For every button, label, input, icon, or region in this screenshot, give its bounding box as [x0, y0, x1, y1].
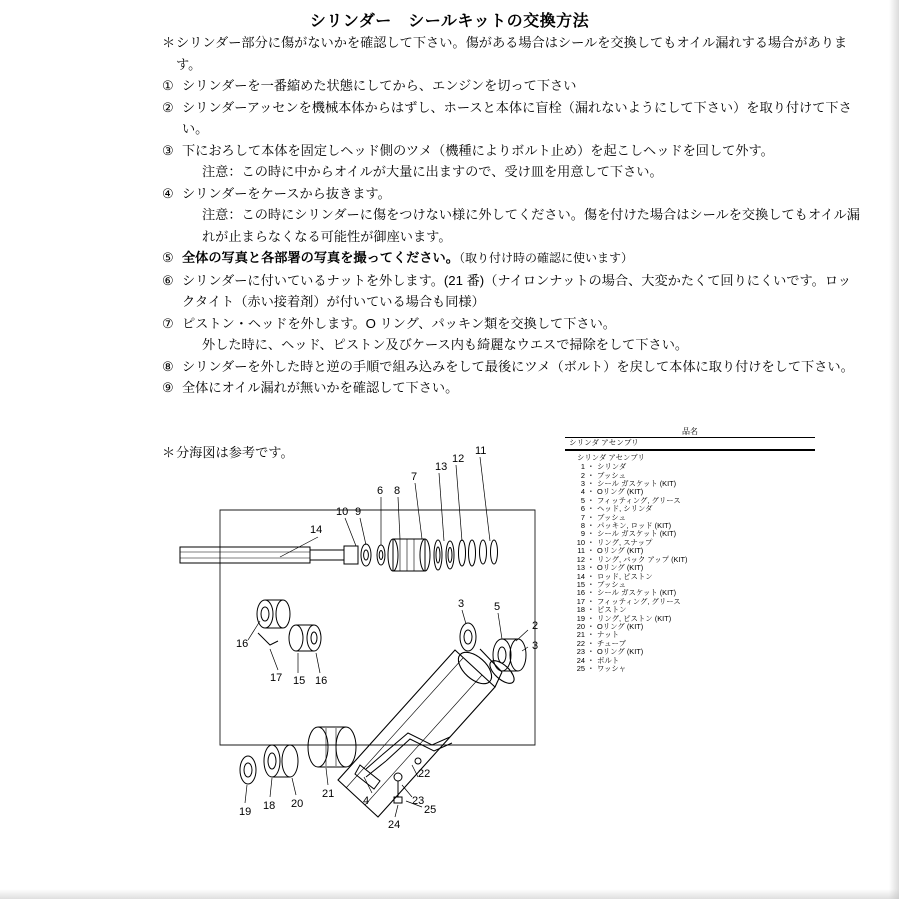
- part-dot: ･: [589, 630, 593, 640]
- parts-row: [565, 665, 815, 673]
- part-name: チューブ: [597, 638, 626, 648]
- parts-group-label: シリンダ アセンブリ: [577, 452, 645, 462]
- part-dot: ･: [589, 647, 593, 657]
- part-dot: ･: [589, 529, 593, 539]
- callout-11: 11: [475, 445, 487, 457]
- callout-5: 5: [494, 601, 501, 613]
- part-name: ブッシュ: [597, 579, 626, 589]
- paragraph-marker: ＊: [162, 444, 176, 460]
- part-number: 24: [576, 655, 585, 665]
- paragraph-text: シリンダーを一番縮めた状態にしてから、エンジンを切って下さい: [182, 78, 577, 93]
- part-number: 1: [580, 462, 585, 472]
- parts-list-subheader: シリンダ アセンブリ: [565, 438, 815, 450]
- part-number: 6: [580, 504, 585, 514]
- callout-19: 19: [239, 806, 252, 818]
- part-number: 16: [576, 588, 585, 598]
- paragraph-marker: ⑥: [162, 272, 174, 288]
- page-edge-shadow-right: [889, 0, 899, 899]
- cylinder-rod-assembly: [180, 539, 498, 571]
- part-number: 3: [580, 479, 585, 489]
- part-name: ロッド, ピストン: [597, 571, 653, 581]
- part-dot: ･: [589, 655, 593, 665]
- paragraph-marker: ④: [162, 185, 174, 201]
- callout-2b: 2: [532, 620, 539, 632]
- parts-list-rows: [565, 451, 815, 674]
- part-name: シール ガスケット (KIT): [597, 479, 677, 489]
- paragraph-text: シリンダーをケースから抜きます。: [182, 185, 391, 201]
- paragraph-text: ピストン・ヘッドを外します。O リング、パッキン類を交換して下さい。: [182, 315, 616, 331]
- paragraph-text: シリンダー部分に傷がないかを確認して下さい。傷がある場合はシールを交換してもオイル漏れする場合があります。: [176, 35, 848, 72]
- part-dot: ･: [589, 495, 593, 505]
- part-dot: ･: [589, 588, 593, 598]
- part-name: ブッシュ: [597, 512, 626, 522]
- paragraph-0: [162, 32, 862, 75]
- part-dot: ･: [589, 663, 593, 673]
- piston-group: [240, 727, 356, 784]
- paragraph-marker: ⑨: [162, 380, 174, 395]
- part-number: 25: [576, 663, 585, 673]
- hose-tube-assembly: [355, 733, 452, 803]
- paragraph-4: [162, 161, 862, 183]
- paragraph-text: 全体の写真と各部署の写真を撮ってください。: [182, 250, 459, 265]
- paragraph-marker: ＊: [162, 35, 176, 50]
- paragraph-3: [162, 140, 862, 162]
- parts-list-header: 品名: [565, 428, 815, 438]
- part-number: 10: [576, 537, 585, 547]
- part-name: フィッティング, グリース: [597, 596, 681, 606]
- callout-7: 7: [411, 471, 418, 483]
- callout-10: 10: [336, 506, 349, 518]
- paragraph-text: シリンダーを外した時と逆の手順で組み込みをして最後にツメ（ボルト）を戻して本体に取り付けをして下さい。: [182, 358, 854, 374]
- callout-15: 15: [293, 675, 306, 687]
- paragraph-5: [162, 183, 862, 205]
- part-number: 20: [576, 621, 585, 631]
- part-number: 12: [576, 554, 585, 564]
- paragraph-note: （取り付け時の確認に使います）: [458, 251, 633, 265]
- callout-12: 12: [452, 453, 465, 465]
- paragraph-2: [162, 97, 862, 140]
- part-name: Oリング (KIT): [597, 546, 644, 556]
- paragraph-12: [162, 377, 862, 399]
- part-dot: ･: [589, 621, 593, 631]
- callout-20: 20: [291, 798, 304, 810]
- instructions-body: [162, 32, 862, 463]
- paragraph-text: シリンダーアッセンを機械本体からはずし、ホースと本体に盲栓（漏れないようにして下さい）を取り付けて下さい。: [182, 99, 852, 136]
- part-dot: ･: [589, 479, 593, 489]
- part-number: 4: [580, 487, 585, 497]
- part-number: 21: [576, 630, 585, 640]
- page-title: シリンダー シールキットの交換方法: [309, 13, 590, 30]
- callout-25: 25: [424, 804, 437, 816]
- diagram-leaders-piston: [245, 768, 328, 803]
- part-number: 19: [576, 613, 585, 623]
- paragraph-marker: ⑧: [162, 358, 174, 374]
- part-name: ナット: [597, 630, 620, 640]
- paragraph-text: 分海図は参考です。: [176, 444, 294, 460]
- part-dot: ･: [589, 504, 593, 514]
- part-number: 7: [580, 512, 585, 522]
- paragraph-text: 下におろして本体を固定しヘッド側のツメ（機種によりボルト止め）を起こしヘッドを回して外す。: [182, 142, 774, 158]
- part-name: パッキン, ロッド (KIT): [597, 521, 672, 531]
- part-number: 13: [576, 563, 585, 573]
- paragraph-text: 外した時に、ヘッド、ピストン及びケース内も綺麗なウエスで掃除をして下さい。: [202, 337, 689, 352]
- part-name: リング, バック アップ (KIT): [597, 554, 688, 564]
- part-name: Oリング (KIT): [597, 563, 644, 573]
- part-number: 9: [580, 529, 585, 539]
- callout-24: 24: [388, 819, 401, 831]
- part-dot: ･: [589, 462, 593, 472]
- paragraph-text: シリンダーに付いているナットを外します。(21 番)（ナイロンナットの場合、大変かたくて回りにくいです。ロックタイト（赤い接着剤）が付いている場合も同様）: [182, 272, 851, 309]
- paragraph-marker: ②: [162, 99, 174, 115]
- callout-16b: 16: [315, 675, 328, 687]
- part-number: 11: [577, 546, 585, 556]
- part-dot: ･: [589, 579, 593, 589]
- callout-3a: 3: [458, 598, 465, 610]
- part-dot: ･: [589, 605, 593, 615]
- part-name: ブッシュ: [597, 470, 626, 480]
- page-edge-shadow-bottom: [0, 889, 899, 899]
- paragraph-marker: ⑦: [162, 315, 174, 331]
- parts-list-table: [565, 428, 815, 673]
- part-name: フィッティング, グリース: [597, 495, 681, 505]
- diagram-leaders-upper: [280, 457, 490, 557]
- paragraph-10: [162, 334, 862, 356]
- part-name: シール ガスケット (KIT): [597, 588, 677, 598]
- part-dot: ･: [589, 537, 593, 547]
- part-dot: ･: [589, 563, 593, 573]
- part-name: ボルト: [597, 655, 620, 665]
- paragraph-text: 全体にオイル漏れが無いかを確認して下さい。: [182, 380, 459, 395]
- callout-8: 8: [394, 485, 401, 497]
- part-name: Oリング (KIT): [597, 487, 644, 497]
- part-number: 14: [576, 571, 585, 581]
- part-name: シール ガスケット (KIT): [597, 529, 677, 539]
- callout-23: 23: [412, 795, 425, 807]
- paragraph-spacer: [162, 399, 862, 421]
- paragraph-11: [162, 356, 862, 378]
- part-name: リング, スナップ: [597, 537, 653, 547]
- part-number: 15: [576, 579, 585, 589]
- part-dot: ･: [589, 470, 593, 480]
- paragraph-marker: ③: [162, 142, 174, 158]
- callout-21: 21: [322, 788, 335, 800]
- paragraph-8: [162, 270, 862, 313]
- cylinder-tube: [338, 646, 518, 817]
- part-number: 2: [580, 470, 585, 480]
- part-number: 23: [576, 647, 585, 657]
- part-number: 17: [576, 596, 585, 606]
- callout-14: 14: [310, 524, 323, 536]
- paragraph-6: [162, 204, 862, 247]
- part-dot: ･: [589, 512, 593, 522]
- paragraph-text: 注意：この時にシリンダーに傷をつけない様に外してください。傷を付けた場合はシールを交換してもオイル漏れが止まらなくなる可能性が御座います。: [202, 207, 860, 244]
- paragraph-7: [162, 247, 862, 270]
- part-dot: ･: [589, 546, 593, 556]
- part-name: ヘッド, シリンダ: [597, 504, 653, 514]
- part-dot: ･: [589, 521, 593, 531]
- callout-13: 13: [435, 461, 448, 473]
- part-dot: ･: [589, 571, 593, 581]
- callout-16a: 16: [236, 638, 249, 650]
- callout-18: 18: [263, 800, 276, 812]
- paragraph-1: [162, 75, 862, 97]
- part-number: 8: [580, 521, 585, 531]
- part-name: シリンダ: [597, 462, 627, 472]
- callout-6: 6: [377, 485, 384, 497]
- part-dot: ･: [589, 554, 593, 564]
- part-dot: ･: [589, 596, 593, 606]
- part-dot: ･: [589, 638, 593, 648]
- part-dot: ･: [589, 487, 593, 497]
- part-name: リング, ピストン (KIT): [597, 613, 672, 623]
- part-name: ピストン: [597, 605, 627, 615]
- part-name: ワッシャ: [597, 663, 627, 673]
- paragraph-marker: ①: [162, 78, 174, 93]
- callout-22: 22: [418, 768, 431, 780]
- part-number: 5: [580, 495, 585, 505]
- part-name: Oリング (KIT): [597, 621, 644, 631]
- callout-9: 9: [355, 506, 362, 518]
- part-name: Oリング (KIT): [597, 647, 644, 657]
- part-dot: ･: [589, 613, 593, 623]
- callout-3b: 3: [532, 640, 539, 652]
- paragraph-marker: ⑤: [162, 250, 174, 265]
- part-number: 22: [576, 638, 585, 648]
- paragraph-text: 注意：この時に中からオイルが大量に出ますので、受け皿を用意して下さい。: [202, 164, 663, 179]
- part-number: 18: [576, 605, 585, 615]
- left-bushing-group: [257, 600, 321, 651]
- callout-17: 17: [270, 672, 283, 684]
- callout-4b: 4: [363, 795, 370, 807]
- paragraph-9: [162, 313, 862, 335]
